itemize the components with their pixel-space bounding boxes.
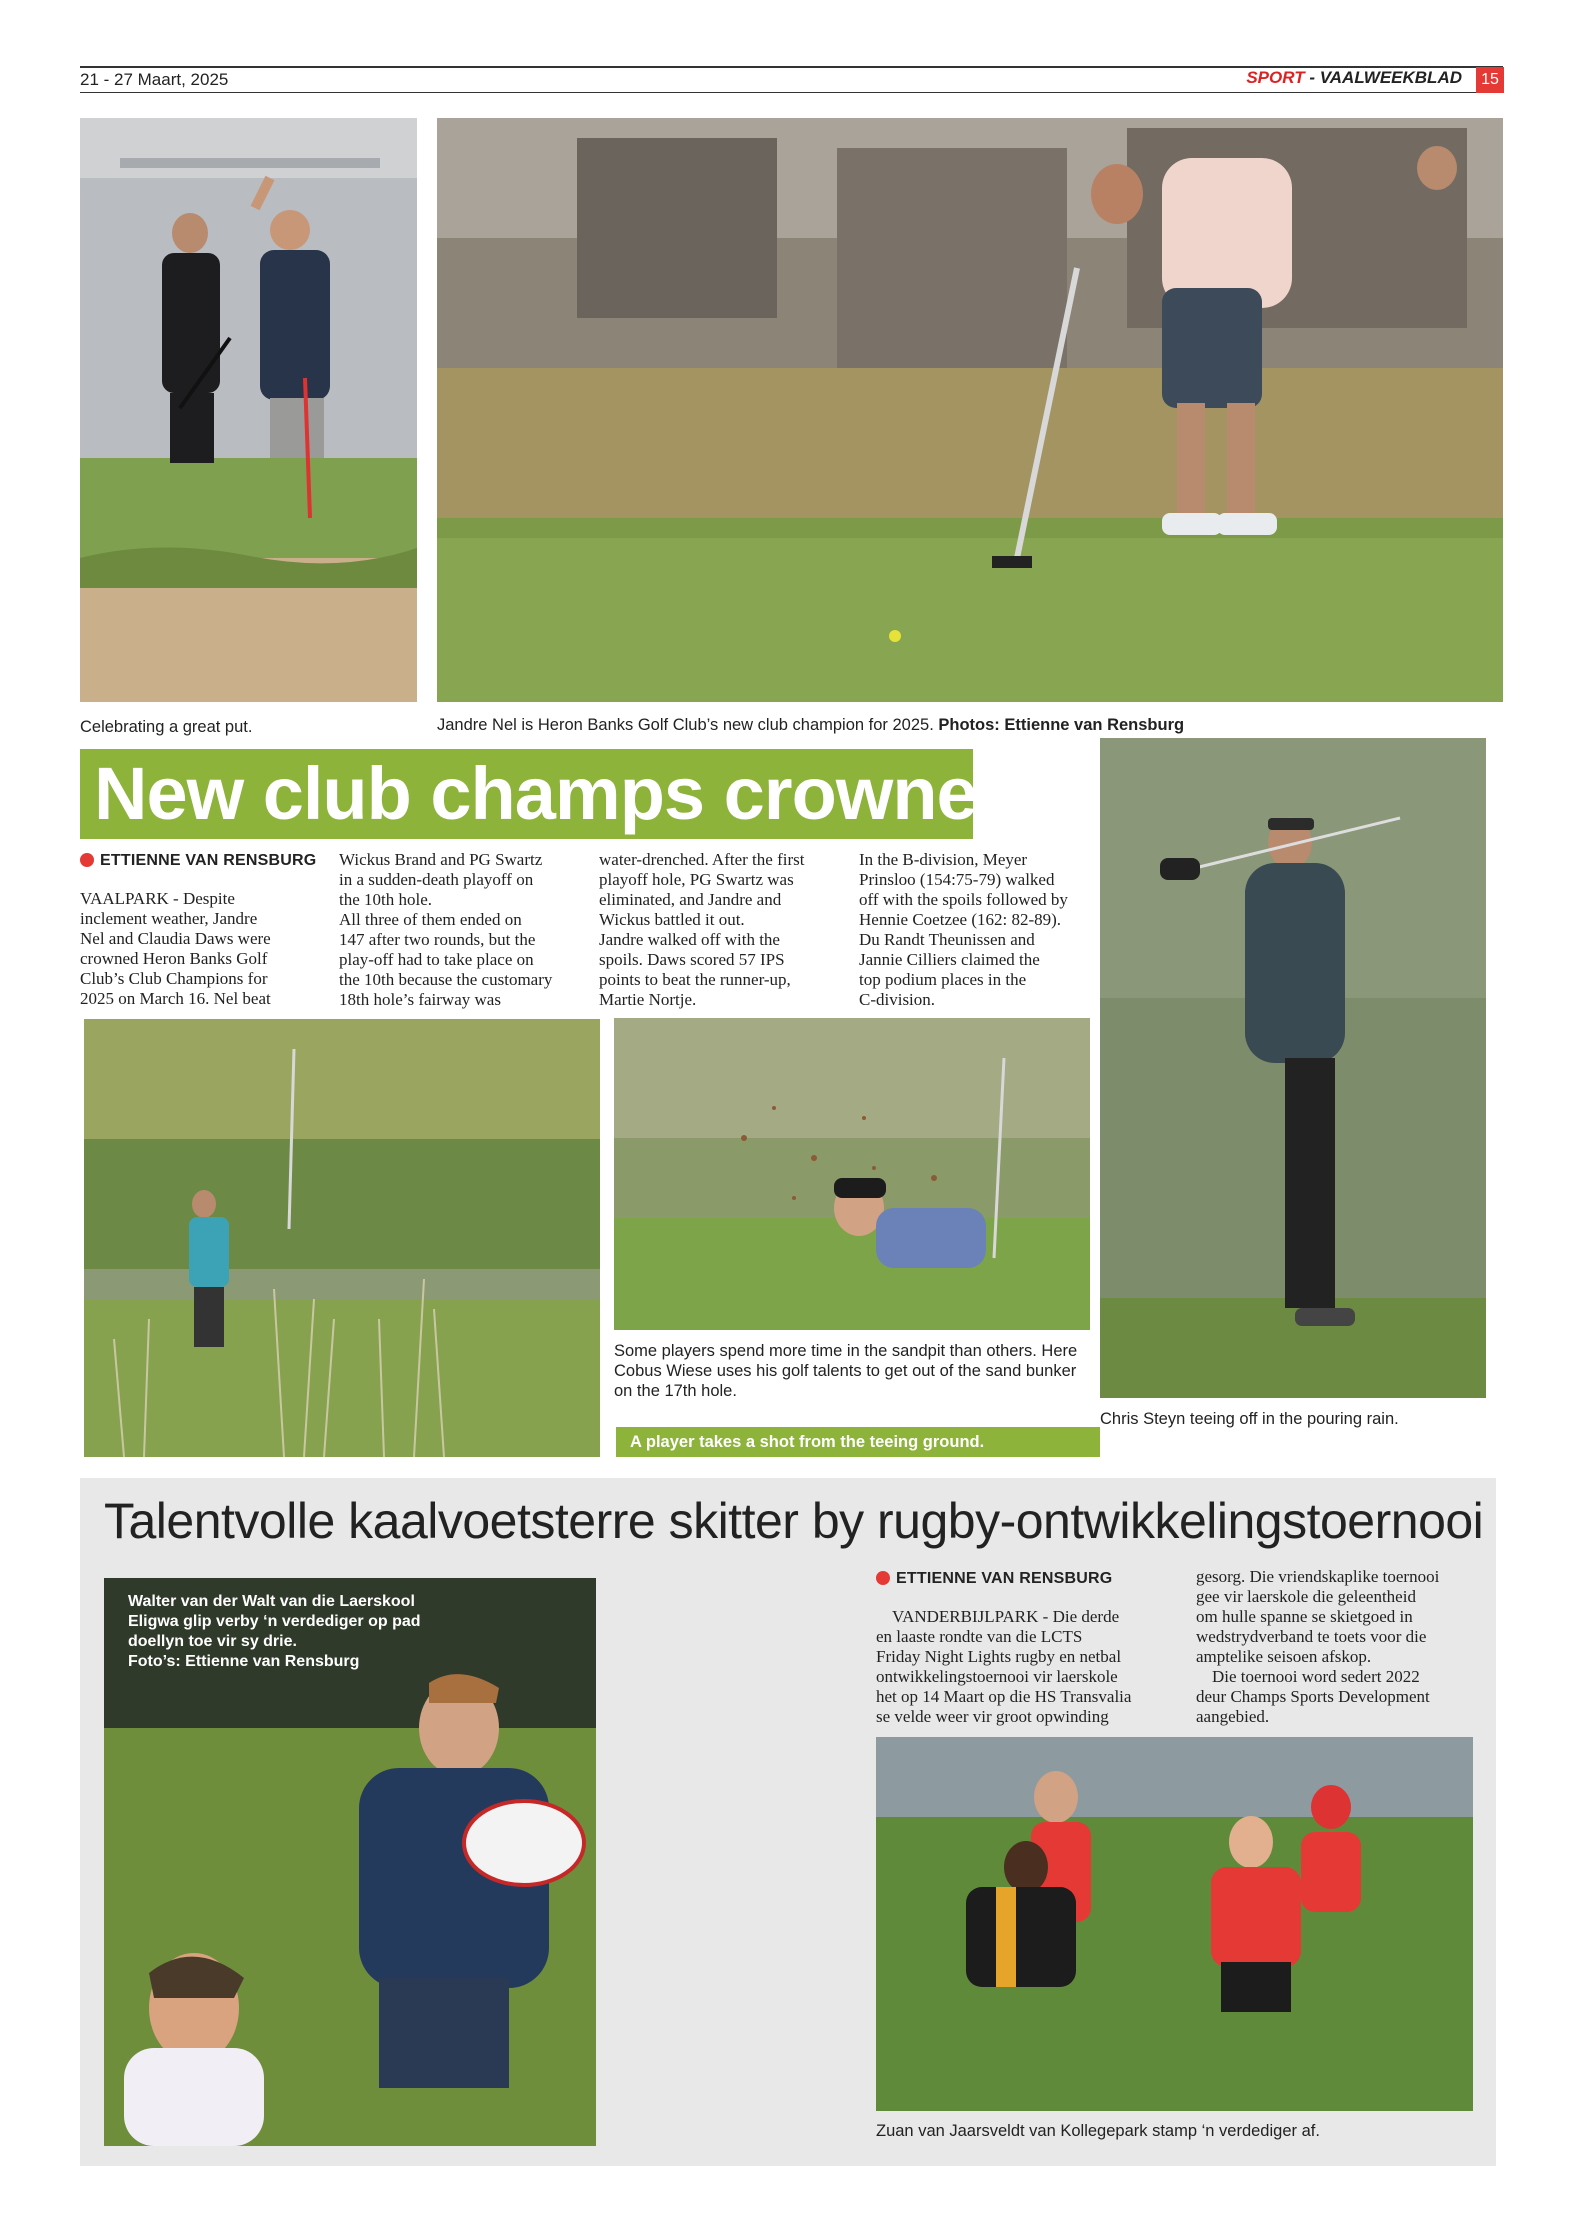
rugby-col1-line: se velde weer vir groot opwinding [876, 1707, 1109, 1726]
golf-col1-line: inclement weather, Jandre [80, 909, 258, 928]
caption-sandpit-line: Cobus Wiese uses his golf talents to get out of the sand bunker [614, 1361, 1077, 1380]
golf-byline [80, 852, 316, 870]
rugby-action-photo [876, 1737, 1473, 2111]
golf-col3-line: playoff hole, PG Swartz was [599, 870, 794, 889]
caption-sandpit [614, 1342, 1104, 1401]
rugby-col1-line: het op 14 Maart op die HS Transvalia [876, 1687, 1132, 1706]
golf-column-1 [80, 889, 310, 1009]
golf-col2-line: All three of them ended on [339, 910, 522, 929]
caption-rain: Chris Steyn teeing off in the pouring rain. [1100, 1410, 1399, 1428]
caption-celebrate: Celebrating a great put. [80, 718, 253, 736]
caption-sandpit-line: Some players spend more time in the sandpit than others. Here [614, 1342, 1078, 1360]
rugby-col2-line: om hulle spanne se skietgoed in [1196, 1607, 1413, 1626]
golf-col1-line: 2025 on March 16. Nel beat [80, 989, 271, 1008]
rugby-col1-line: en laaste rondte van die LCTS [876, 1627, 1083, 1646]
golf-col3-line: Wickus battled it out. [599, 910, 745, 929]
golf-col4-line: Prinsloo (154:75-79) walked [859, 870, 1055, 889]
golf-col2-line: play-off had to take place on [339, 950, 534, 969]
byline-bullet-icon [80, 853, 94, 867]
rugby-col2-line: wedstrydverband te toets voor die [1196, 1627, 1427, 1646]
golf-col4-line: Jannie Cilliers claimed the [859, 950, 1040, 969]
golf-col3-line: eliminated, and Jandre and [599, 890, 782, 909]
golfer-putting-photo [437, 118, 1503, 702]
golf-column-4 [859, 850, 1099, 1010]
caption-champion [437, 716, 1184, 736]
golf-col2-line: Wickus Brand and PG Swartz [339, 850, 543, 869]
rugby-photo-caption [128, 1592, 488, 1672]
rugby-col2-line: gesorg. Die vriendskaplike toernooi [1196, 1567, 1440, 1586]
golfer-bunker-photo [614, 1018, 1090, 1330]
golf-col1-line: crowned Heron Banks Golf [80, 949, 268, 968]
golf-column-3 [599, 850, 839, 1010]
golf-col4-line: off with the spoils followed by [859, 890, 1068, 909]
rugby-col1-line: ontwikkelingstoernooi vir laerskole [876, 1667, 1118, 1686]
page-number: 15 [1476, 67, 1504, 93]
rugby-col2-line: gee vir laerskole die geleentheid [1196, 1587, 1416, 1606]
rugby-byline-name: ETTIENNE VAN RENSBURG [896, 1570, 1113, 1587]
golf-col1-line: Nel and Claudia Daws were [80, 929, 271, 948]
golf-col4-line: Hennie Coetzee (162: 82-89). [859, 910, 1062, 929]
golf-col2-line: 18th hole’s fairway was [339, 990, 501, 1009]
golf-col4-line: top podium places in the [859, 970, 1027, 989]
byline-bullet-icon [876, 1571, 890, 1585]
rugby-photo-caption-line: Eligwa glip verby ‘n verdediger op pad [128, 1613, 421, 1630]
golf-col2-line: the 10th because the customary [339, 970, 553, 989]
section-separator: - [1304, 68, 1320, 87]
golf-byline-name: ETTIENNE VAN RENSBURG [100, 852, 317, 869]
rugby-headline: Talentvolle kaalvoetsterre skitter by rugby-ontwikkelingstoernooi [104, 1493, 1484, 1549]
rugby-col2-line: amptelike seisoen afskop. [1196, 1647, 1372, 1666]
caption-champion-credit: Photos: Ettienne van Rensburg [938, 716, 1185, 734]
rugby-photo-caption-line: Foto’s: Ettienne van Rensburg [128, 1653, 360, 1670]
caption-sandpit-line: on the 17th hole. [614, 1381, 737, 1400]
golfer-teeing-photo [84, 1019, 600, 1457]
golf-col1-line: Club’s Club Champions for [80, 969, 268, 988]
golf-col4-line: Du Randt Theunissen and [859, 930, 1035, 949]
rugby-col2-line: deur Champs Sports Development [1196, 1687, 1430, 1706]
golf-col3-line: spoils. Daws scored 57 IPS [599, 950, 785, 969]
golf-col3-line: water-drenched. After the first [599, 850, 805, 869]
publication-name: VAALWEEKBLAD [1319, 68, 1462, 87]
section-sport: SPORT [1246, 68, 1305, 87]
caption-rugby-bottom: Zuan van Jaarsveldt van Kollegepark stamp ‘n verdediger af. [876, 2122, 1320, 2140]
header-rule-bottom [80, 92, 1503, 93]
golf-col3-line: Jandre walked off with the [599, 930, 780, 949]
golf-col4-line: C-division. [859, 990, 936, 1009]
caption-teeing: A player takes a shot from the teeing ground. [616, 1427, 1100, 1457]
golfers-high-five-photo [80, 118, 417, 702]
caption-champion-text: Jandre Nel is Heron Banks Golf Club’s new club champion for 2025. [437, 716, 934, 734]
golf-col1-line: VAALPARK - Despite [80, 889, 235, 908]
rugby-col1-line: Friday Night Lights rugby en netbal [876, 1647, 1122, 1666]
golf-col2-line: the 10th hole. [339, 890, 433, 909]
rugby-column-1 [876, 1607, 1176, 1727]
issue-date: 21 - 27 Maart, 2025 [80, 70, 229, 89]
rugby-col2-line: aangebied. [1196, 1707, 1270, 1726]
golf-col3-line: Martie Nortje. [599, 990, 697, 1009]
golf-col4-line: In the B-division, Meyer [859, 850, 1028, 869]
rugby-photo-caption-line: doellyn toe vir sy drie. [128, 1633, 297, 1650]
golf-headline: New club champs crowned [80, 749, 973, 839]
rugby-byline [876, 1570, 1112, 1588]
section-title [1246, 68, 1462, 88]
golf-column-2 [339, 850, 579, 1010]
rugby-column-2 [1196, 1567, 1486, 1727]
rugby-col2-line: Die toernooi word sedert 2022 [1212, 1667, 1420, 1686]
golf-col2-line: 147 after two rounds, but the [339, 930, 536, 949]
rugby-photo-caption-line: Walter van der Walt van die Laerskool [128, 1593, 415, 1610]
rugby-col1-line: VANDERBIJLPARK - Die derde [892, 1607, 1120, 1626]
golfer-rain-photo [1100, 738, 1486, 1398]
golf-col2-line: in a sudden-death playoff on [339, 870, 534, 889]
golf-col3-line: points to beat the runner-up, [599, 970, 791, 989]
